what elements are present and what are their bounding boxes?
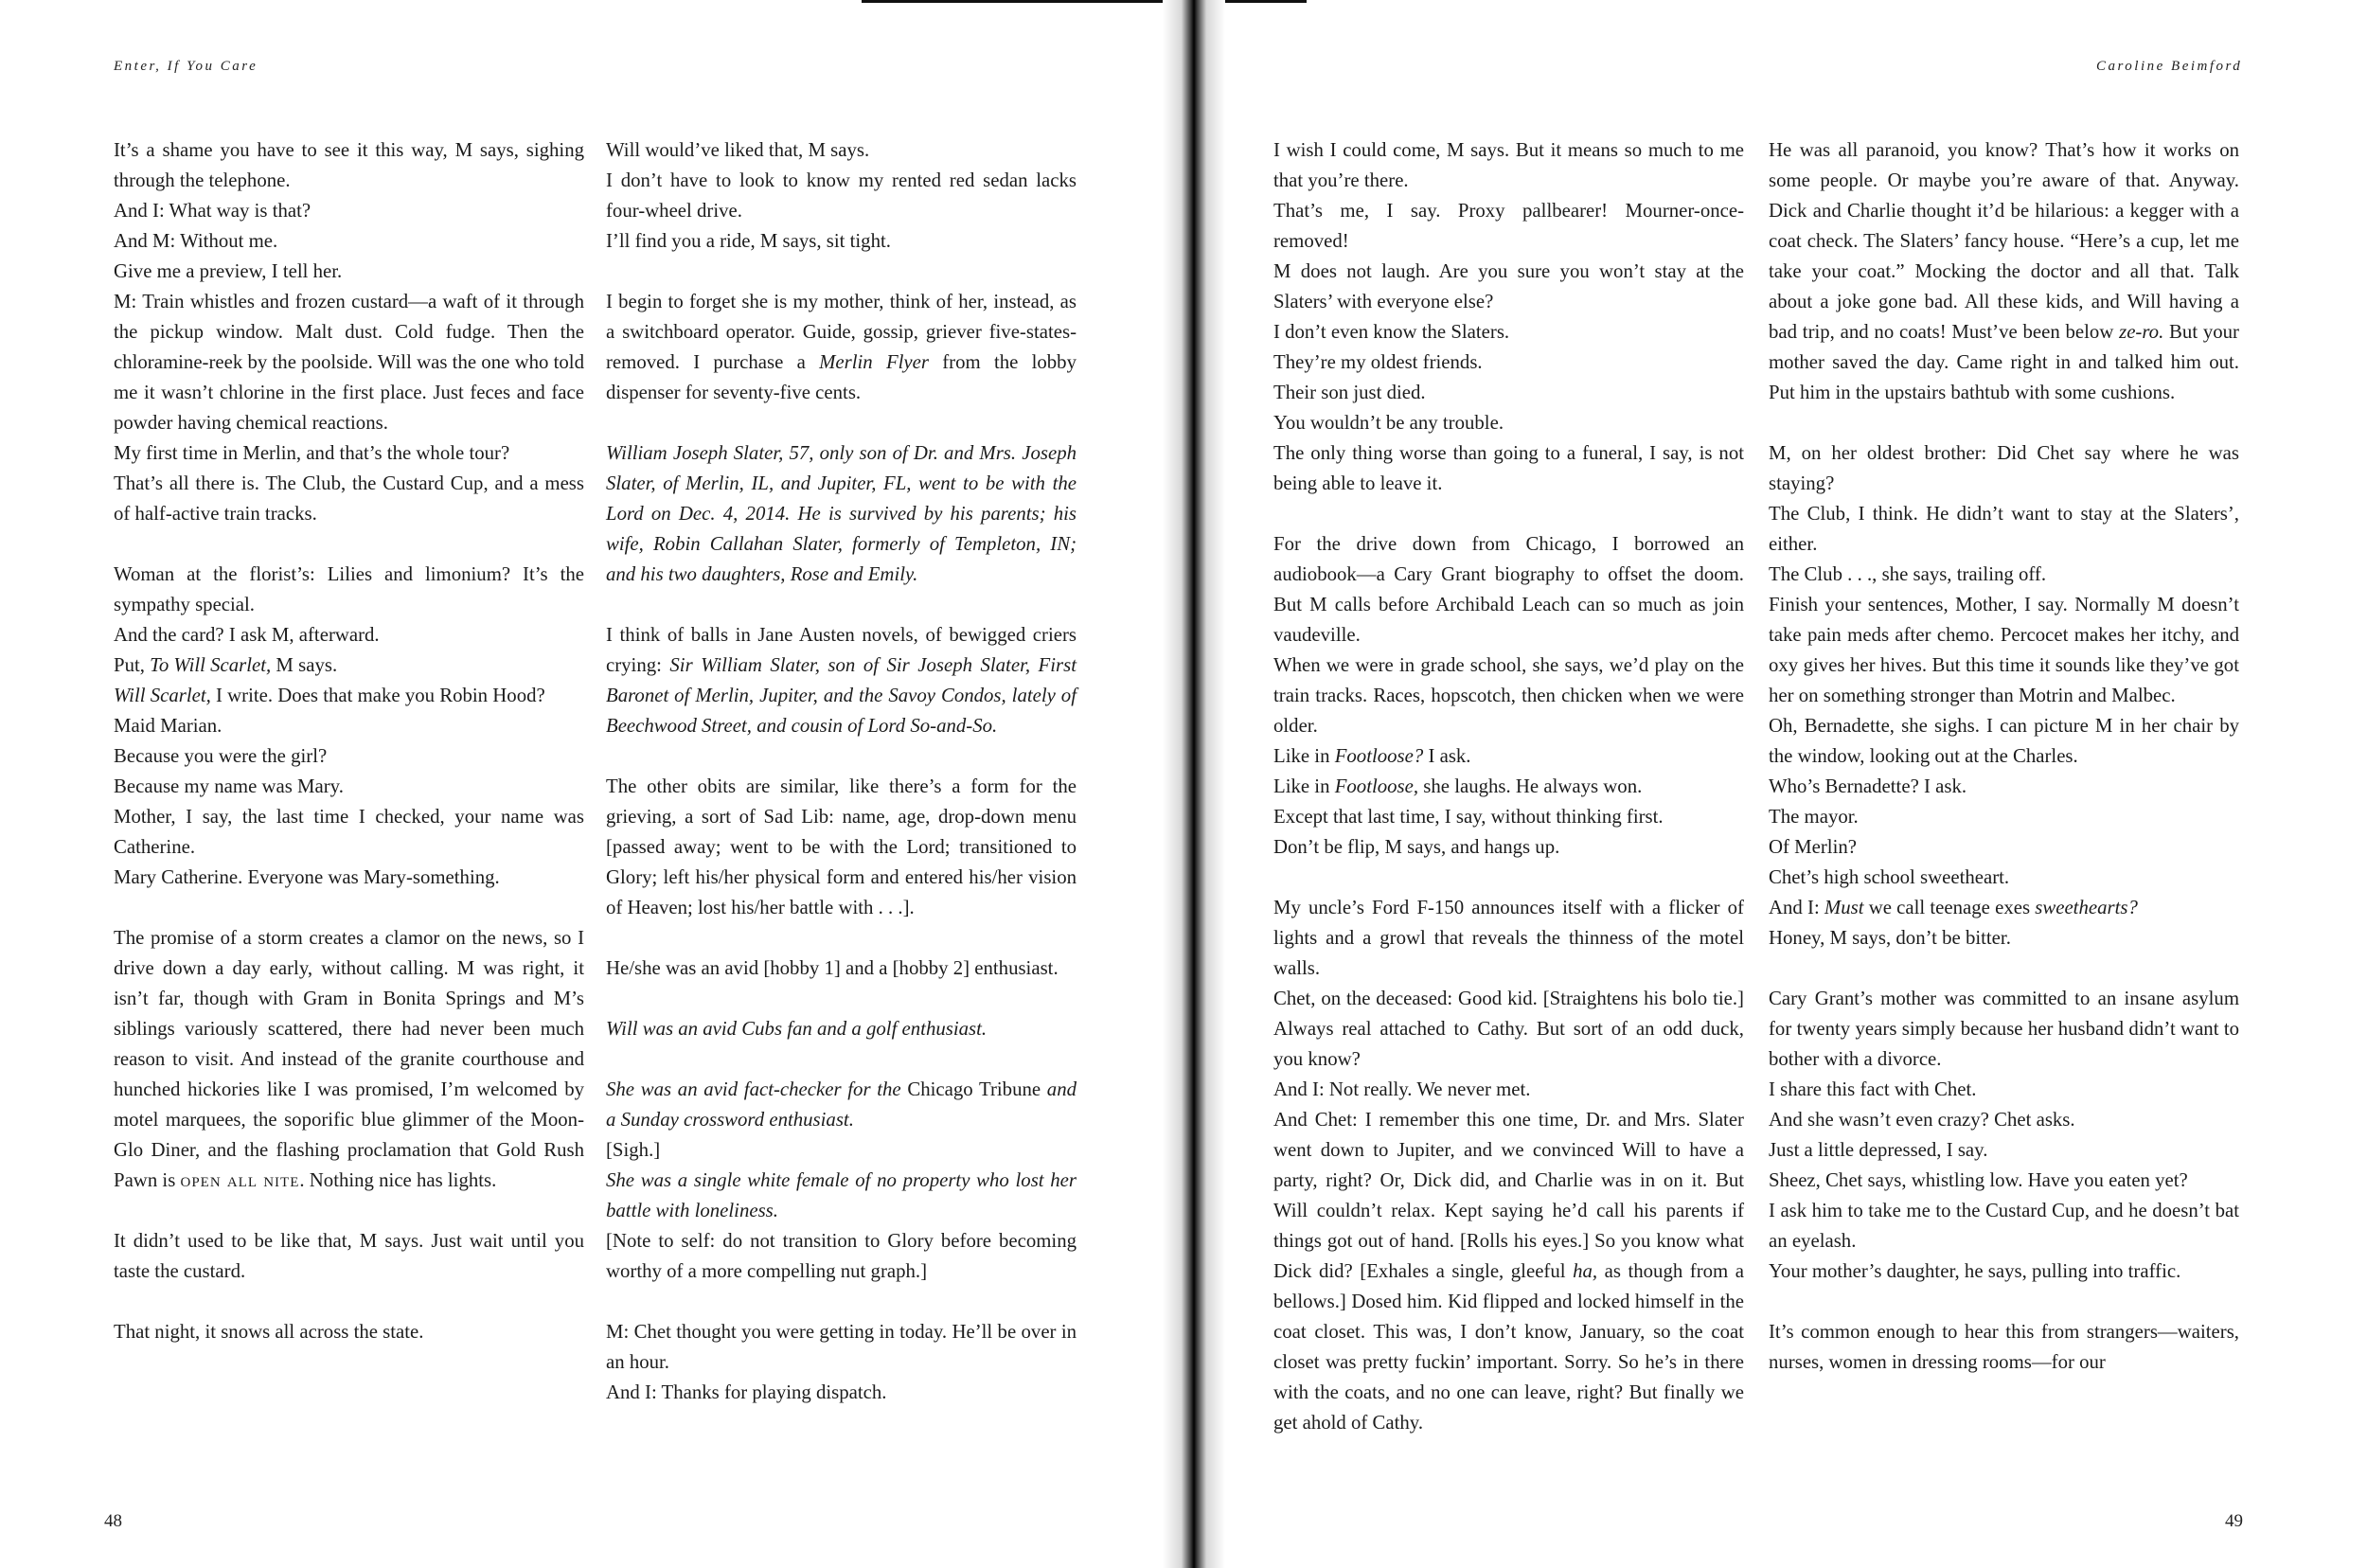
text-run: [Sigh.] (606, 1139, 661, 1161)
paragraph (1769, 832, 2239, 863)
text-run: I share this fact with Chet. (1769, 1078, 1977, 1100)
paragraph (114, 257, 584, 287)
paragraph (114, 681, 584, 711)
text-run: I wish I could come, M says. But it means so much to me that you’re there. (1273, 139, 1744, 191)
paragraph (114, 469, 584, 529)
text-run: It’s a shame you have to see it this way, M says, sighing through the telephone. (114, 139, 584, 191)
italic-run: ze-ro. (2119, 321, 2164, 343)
text-run: Sheez, Chet says, whistling low. Have you eaten yet? (1769, 1169, 2188, 1191)
text-run: M says. (271, 654, 338, 676)
text-run: And she wasn’t even crazy? Chet asks. (1769, 1109, 2075, 1131)
text-run: That’s me, I say. Proxy pallbearer! Mourner-once-removed! (1273, 200, 1744, 252)
italic-run: Sir William Slater, son of Sir Joseph Slater, First Baronet of Merlin, Jupiter, and the Savoy Condos, lately of Beechwood Street, and cousin of Lord So-and-So. (606, 654, 1077, 737)
text-run: Like in (1273, 775, 1335, 797)
paragraph (606, 438, 1077, 590)
text-run: And I: Thanks for playing dispatch. (606, 1381, 887, 1403)
text-run: I begin to forget she is my mother, think of her, instead, as a switchboard operator. Guide, gossip, griever five-states-removed. I purchase a (606, 291, 1077, 373)
paragraph (114, 560, 584, 620)
text-run: And I: Not really. We never met. (1273, 1078, 1531, 1100)
paragraph (114, 226, 584, 257)
text-run: I ask him to take me to the Custard Cup, and he doesn’t bat an eyelash. (1769, 1200, 2239, 1252)
text-run: M: Chet thought you were getting in today. He’ll be over in an hour. (606, 1321, 1077, 1373)
text-run: I ask. (1423, 745, 1471, 767)
text-run: Woman at the florist’s: Lilies and limonium? It’s the sympathy special. (114, 563, 584, 615)
page-number-right: 49 (2225, 1511, 2243, 1531)
italic-run: sweethearts? (2035, 897, 2138, 918)
text-run: He was all paranoid, you know? That’s how it works on some people. Or maybe you’re aware of that. Anyway. Dick and Charlie thought it’d be hilarious: a kegger with a coat check. The Slaters’ fancy house. “Here’s a cup, let me take your coat.” Mocking the doctor and all that. Talk about a joke gone bad. All these kids, and Will having a bad trip, and no coats! Must’ve been below (1769, 139, 2239, 343)
paragraph (1273, 1105, 1744, 1438)
text-run: They’re my oldest friends. (1273, 351, 1483, 373)
italic-run: Footloose? (1334, 745, 1424, 767)
paragraph (114, 711, 584, 741)
text-run: Your mother’s daughter, he says, pulling into traffic. (1769, 1260, 2181, 1282)
running-head-left: Enter, If You Care (114, 59, 258, 74)
paragraph (1273, 772, 1744, 802)
paragraph (1273, 408, 1744, 438)
paragraph (114, 802, 584, 863)
text-run: I don’t even know the Slaters. (1273, 321, 1510, 343)
paragraph (1769, 1256, 2239, 1287)
text-run: That night, it snows all across the state. (114, 1321, 424, 1343)
text-run: The Club, I think. He didn’t want to stay at the Slaters’, either. (1769, 503, 2239, 555)
running-head-right: Caroline Beimford (2096, 59, 2243, 74)
paragraph (1273, 135, 1744, 196)
text-run: The mayor. (1769, 806, 1859, 828)
paragraph (1273, 347, 1744, 378)
text-run: And I: What way is that? (114, 200, 311, 222)
small-caps-run: open all nite (180, 1169, 300, 1191)
paragraph (114, 863, 584, 893)
italic-run: Must (1824, 897, 1864, 918)
paragraph (1273, 650, 1744, 741)
text-run: And Chet: I remember this one time, Dr. and Mrs. Slater went down to Jupiter, and we convinced Will to have a party, right? Or, Dick did, and Charlie was in on it. But Will couldn’t relax. Kept saying he’d call his parents if things got out of hand. [Rolls his eyes.] So you know what Dick did? [Exhales a single, gleeful (1273, 1109, 1744, 1282)
paragraph (1769, 438, 2239, 499)
text-run: The only thing worse than going to a funeral, I say, is not being able to leave it. (1273, 442, 1744, 494)
paragraph (1273, 984, 1744, 1075)
paragraph (606, 166, 1077, 226)
paragraph (1769, 1317, 2239, 1378)
italic-run: Merlin Flyer (819, 351, 929, 373)
paragraph (606, 1317, 1077, 1378)
obituary-text: She was a single white female of no property who lost her battle with loneliness. (606, 1169, 1077, 1221)
text-run: Honey, M says, don’t be bitter. (1769, 927, 2011, 949)
text-run: I write. Does that make you Robin Hood? (210, 685, 545, 706)
text-run: M: Train whistles and frozen custard—a waft of it through the pickup window. Malt dust. Cold fudge. Then the chloramine-reek by the poolside. Will was the one who told me it wasn’t chlorine in the first place. Just feces and face powder having chemical reactions. (114, 291, 584, 434)
text-run: Cary Grant’s mother was committed to an insane asylum for twenty years simply because her husband didn’t want to bother with a divorce. (1769, 988, 2239, 1070)
italic-run: and a Sunday crossword enthusiast. (606, 1078, 1077, 1131)
paragraph (1273, 196, 1744, 257)
paragraph (114, 772, 584, 802)
text-run: Their son just died. (1273, 382, 1426, 403)
paragraph (1273, 257, 1744, 317)
paragraph (1769, 1135, 2239, 1166)
text-run: Give me a preview, I tell her. (114, 260, 343, 282)
paragraph (1769, 499, 2239, 560)
paragraph (1273, 741, 1744, 772)
obituary-text: Will was an avid Cubs fan and a golf enthusiast. (606, 1018, 988, 1040)
paragraph (606, 1166, 1077, 1226)
paragraph (114, 1317, 584, 1347)
left-page-column-1 (114, 135, 584, 1347)
obituary-text: William Joseph Slater, 57, only son of Dr. and Mrs. Joseph Slater, of Merlin, IL, and Jupiter, FL, went to be with the Lord on Dec. 4, 2014. He is survived by his parents; his wife, Robin Callahan Slater, formerly of Templeton, IN; and his two daughters, Rose and Emily. (606, 442, 1077, 585)
text-run: I don’t have to look to know my rented red sedan lacks four-wheel drive. (606, 169, 1077, 222)
paragraph (606, 772, 1077, 923)
paragraph (606, 1014, 1077, 1044)
text-run: we call teenage exes (1863, 897, 2036, 918)
paragraph (1273, 378, 1744, 408)
right-page-column-2 (1769, 135, 2239, 1378)
text-run: Oh, Bernadette, she sighs. I can picture M in her chair by the window, looking out at the Charles. (1769, 715, 2239, 767)
paragraph (114, 620, 584, 650)
left-page-column-2 (606, 135, 1077, 1408)
paragraph (1769, 802, 2239, 832)
paragraph (1273, 802, 1744, 832)
italic-run: ha, (1573, 1260, 1598, 1282)
book-gutter (1163, 0, 1225, 1568)
text-run: The other obits are similar, like there’s a form for the grieving, a sort of Sad Lib: name, age, drop-down menu [passed away; went to be with the Lord; transitioned to Glory; left his/her physical form and entered his/her vision of Heaven; lost his/her battle with . . .]. (606, 775, 1077, 918)
text-run: from the lobby dispenser for seventy-five cents. (606, 351, 1077, 403)
paragraph (1273, 1075, 1744, 1105)
text-run: Of Merlin? (1769, 836, 1857, 858)
text-run: The promise of a storm creates a clamor on the news, so I drive down a day early, without calling. M was right, it isn’t far, though with Gram in Bonita Springs and M’s siblings variously scattered, there had never been much reason to visit. And instead of the granite courthouse and hunched hickories like I was promised, I’m welcomed by motel marquees, the soporific blue glimmer of the Moon-Glo Diner, and the flashing proclamation that Gold Rush Pawn is (114, 927, 584, 1191)
text-run: Maid Marian. (114, 715, 222, 737)
paragraph (114, 287, 584, 438)
page-number-left: 48 (104, 1511, 122, 1531)
text-run: she laughs. He always won. (1418, 775, 1643, 797)
text-run: He/she was an avid [hobby 1] and a [hobby 2] enthusiast. (606, 957, 1059, 979)
text-run: It didn’t used to be like that, M says. Just wait until you taste the custard. (114, 1230, 584, 1282)
top-edge-line-right (1221, 0, 1307, 3)
paragraph (1769, 984, 2239, 1075)
text-run: For the drive down from Chicago, I borrowed an audiobook—a Cary Grant biography to offset the doom. But M calls before Archibald Leach can so much as join vaudeville. (1273, 533, 1744, 646)
paragraph (1769, 1166, 2239, 1196)
paragraph (1769, 893, 2239, 923)
paragraph (1769, 1196, 2239, 1256)
paragraph (114, 923, 584, 1196)
paragraph (606, 226, 1077, 257)
text-run: Chet, on the deceased: Good kid. [Straightens his bolo tie.] Always real attached to Cathy. But sort of an odd duck, you know? (1273, 988, 1744, 1070)
paragraph (114, 135, 584, 196)
text-run: Finish your sentences, Mother, I say. Normally M doesn’t take pain meds after chemo. Percocet makes her itchy, and oxy gives her hives. But this time it sounds like they’ve got her on something stronger than Motrin and Malbec. (1769, 594, 2239, 706)
paragraph (1769, 1105, 2239, 1135)
paragraph (1769, 590, 2239, 711)
paragraph (1769, 135, 2239, 408)
paragraph (606, 1135, 1077, 1166)
paragraph (606, 620, 1077, 741)
text-run: Because you were the girl? (114, 745, 328, 767)
paragraph (1273, 438, 1744, 499)
text-run: Chet’s high school sweetheart. (1769, 866, 2010, 888)
paragraph (1273, 832, 1744, 863)
text-run: When we were in grade school, she says, we’d play on the train tracks. Races, hopscotch, then chicken when we were older. (1273, 654, 1744, 737)
text-run: as though from a bellows.] Dosed him. Kid flipped and locked himself in the coat closet. This was, I don’t know, January, so the coat closet was pretty fuckin’ important. Sorry. So he’s in there with the coats, and no one can leave, right? But finally we get ahold of Cathy. (1273, 1260, 1744, 1434)
text-run: [Note to self: do not transition to Glory before becoming worthy of a more compelling nut graph.] (606, 1230, 1077, 1282)
italic-run: Will Scarlet, (114, 685, 211, 706)
paragraph (1769, 711, 2239, 772)
paragraph (1769, 1075, 2239, 1105)
text-run: Mary Catherine. Everyone was Mary-something. (114, 866, 500, 888)
text-run: Because my name was Mary. (114, 775, 344, 797)
paragraph (1769, 863, 2239, 893)
text-run: And M: Without me. (114, 230, 278, 252)
paragraph (1273, 893, 1744, 984)
text-run: It’s common enough to hear this from strangers—waiters, nurses, women in dressing rooms—for our (1769, 1321, 2239, 1373)
text-run: And I: (1769, 897, 1824, 918)
text-run: You wouldn’t be any trouble. (1273, 412, 1504, 434)
text-run: Except that last time, I say, without thinking first. (1273, 806, 1664, 828)
paragraph (114, 1226, 584, 1287)
text-run: The Club . . ., she says, trailing off. (1769, 563, 2047, 585)
paragraph (1273, 529, 1744, 650)
paragraph (114, 196, 584, 226)
text-run: My uncle’s Ford F-150 announces itself with a flicker of lights and a growl that reveals the thinness of the motel walls. (1273, 897, 1744, 979)
text-run: I’ll find you a ride, M says, sit tight. (606, 230, 891, 252)
paragraph (606, 1378, 1077, 1408)
text-run: Mother, I say, the last time I checked, your name was Catherine. (114, 806, 584, 858)
text-run: My first time in Merlin, and that’s the whole tour? (114, 442, 510, 464)
paragraph (606, 287, 1077, 408)
paragraph (1769, 772, 2239, 802)
text-run: Put, (114, 654, 151, 676)
text-run: Will would’ve liked that, M says. (606, 139, 870, 161)
text-run: But your mother saved the day. Came right in and talked him out. Put him in the upstairs bathtub with some cushions. (1769, 321, 2239, 403)
text-run: And the card? I ask M, afterward. (114, 624, 380, 646)
paragraph (606, 135, 1077, 166)
text-run: Don’t be flip, M says, and hangs up. (1273, 836, 1560, 858)
paragraph (606, 1226, 1077, 1287)
text-run: Like in (1273, 745, 1335, 767)
top-edge-line-left (862, 0, 1165, 3)
text-run: M does not laugh. Are you sure you won’t stay at the Slaters’ with everyone else? (1273, 260, 1744, 312)
paragraph (114, 650, 584, 681)
text-run: Who’s Bernadette? I ask. (1769, 775, 1967, 797)
paragraph (606, 1075, 1077, 1135)
paragraph (1273, 317, 1744, 347)
paragraph (114, 438, 584, 469)
paragraph (606, 953, 1077, 984)
upright-run: Chicago Tribune (907, 1078, 1041, 1100)
paragraph (1769, 560, 2239, 590)
paragraph (1769, 923, 2239, 953)
text-run: M, on her oldest brother: Did Chet say where he was staying? (1769, 442, 2239, 494)
paragraph (114, 741, 584, 772)
text-run: Just a little depressed, I say. (1769, 1139, 1988, 1161)
italic-run: Footloose, (1334, 775, 1419, 797)
text-run: . Nothing nice has lights. (299, 1169, 497, 1191)
right-page-column-1 (1273, 135, 1744, 1438)
text-run: I think of balls in Jane Austen novels, of bewigged criers crying: (606, 624, 1077, 676)
italic-run: To Will Scarlet, (150, 654, 272, 676)
italic-run: She was an avid fact-checker for the (606, 1078, 908, 1100)
text-run: That’s all there is. The Club, the Custard Cup, and a mess of half-active train tracks. (114, 472, 584, 525)
